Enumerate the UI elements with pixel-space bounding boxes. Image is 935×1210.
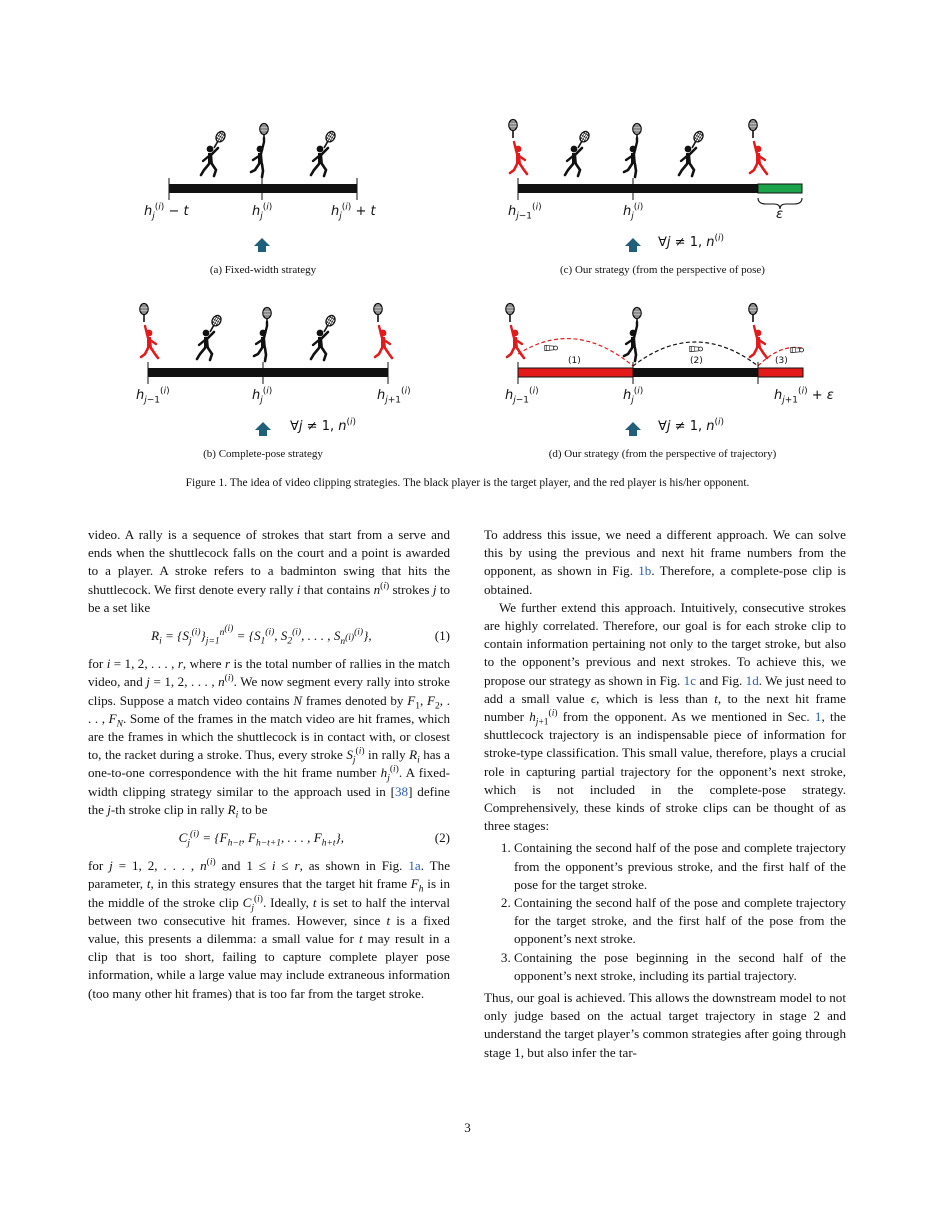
list-item: 2. Containing the second half of the pose and complete trajectory for the target stroke, and the first half of the pose from the opponent’s next stroke. [514,894,846,949]
label-h-j-minus-1: $h_{j-1}^{(i)}$ [505,386,539,406]
shuttlecock-icon [791,347,804,352]
label-epsilon: ε [776,207,784,222]
clip-bar-target [169,184,357,193]
list-item: 1. Containing the second half of the pose and complete trajectory from the opponent’s previous stroke, and the first half of the pose for the target stroke. [514,839,846,894]
shuttlecock-icon [545,345,558,350]
paragraph: for i = 1, 2, . . . , r, where r is the total number of rallies in the match video, and j = 1, 2, . . . , $n^{(i)}$. We now segment every rally into stroke clips. Suppose a match video contains N frames denoted by $F_1$, $F_2$, . . . , $F_N$. Some of the frames in the match video are hit frames, which are the frames in which the shuttlecock is in contact with, or closest to, the racket during a stroke. Thus, every stroke $S_j^{(i)}$ in rally $R_i$ has a one-to-one correspondence with the hit frame number $h_j^{(i)}$. A fixed-width clipping strategy similar to the approach used in [38] define the j-th stroke clip in rally $R_i$ to be [88,656,451,821]
target-arrow-icon [254,238,270,252]
subfigure-b [128,292,418,462]
paragraph: for j = 1, 2, . . . , $n^{(i)}$ and 1 ≤ i ≤ r, as shown in Fig. 1a. The parameter, t, in this strategy ensures that the target hit frame $F_h$ is in the middle of the stroke clip $C_j^{(i)}$. Ideally, t is set to half the interval between two consecutive hit frames. However, since t is a fixed value, this presents a dilemma: a small value for t may result in a clip that is too short, failing to capture complete player pose information, while a large value may include extraneous information (too many other hit frames) that is too far from the target stroke. [88,857,451,1001]
condition-b: ∀j ≠ 1, $n^{(i)}$ [290,417,357,434]
stage-2-label: (2) [690,356,703,366]
right-column [484,526,846,1062]
label-h-j: $h_j^{(i)}$ [252,202,273,222]
target-arrow-icon [625,238,641,252]
label-h-j-plus-t: $h_j^{(i)} + t$ [331,202,376,222]
subfigure-b-diagram [128,292,418,462]
shuttlecock-icon [690,346,703,351]
stage-list [484,839,846,985]
condition-c: ∀j ≠ 1, $n^{(i)}$ [658,233,725,250]
equation-2: $C_j^{(i)} = \{F_{h-t}$, $F_{h-t+1}$, . . . , $F_{h+t}$}, (2) [178,829,450,849]
target-arrow-icon [255,422,271,436]
subfigure-a [128,108,418,278]
subfigure-c [490,108,820,278]
subfigure-a-diagram [128,108,418,278]
subfigure-d [490,292,835,462]
label-h-j-minus-t: $h_j^{(i)} - t$ [144,202,189,222]
label-h-j-minus-1: $h_{j-1}^{(i)}$ [136,386,170,406]
label-h-j: $h_j^{(i)}$ [252,386,273,406]
epsilon-segment [758,184,802,193]
caption-b: (b) Complete-pose strategy [203,448,323,460]
list-item: 3. Containing the pose beginning in the second half of the opponent’s next stroke, including its partial trajectory. [514,949,846,985]
paragraph: Thus, our goal is achieved. This allows the downstream model to not only judge based on the actual target trajectory in stage 2 and understand the target player’s common strategies after going through stage 1, but also infer the tar- [484,990,846,1060]
paragraph: To address this issue, we need a different approach. We can solve this by using the previous and next hit frame numbers from the opponent, as shown in Fig. 1b. Therefore, a complete-pose clip is obtained. [484,527,846,597]
equation-1: $R_i = \{S_j^{(i)}\}_{j=1}^{n^{(i)}} = \{S_1^{(i)}$, $S_2^{(i)}$, . . . , $S_{n^{(i)}}^{(i)}$}, (1) [151,623,450,647]
condition-d: ∀j ≠ 1, $n^{(i)}$ [658,417,725,434]
label-h-j-plus-1-eps: $h_{j+1}^{(i)} + \varepsilon$ [774,386,834,406]
figure-caption: Figure 1. The idea of video clipping strategies. The black player is the target player, and the red player is his/her opponent. [185,477,750,489]
label-h-j-plus-1: $h_{j+1}^{(i)}$ [377,386,411,406]
subfigure-c-diagram [490,108,820,278]
label-h-j: $h_j^{(i)}$ [623,202,644,222]
target-arrow-icon [625,422,641,436]
paragraph: We further extend this approach. Intuitively, consecutive strokes are highly correlated. Therefore, our goal is for each stroke clip to contain information pertaining not only to the target stroke, but also to the opponent’s previous and next strokes. To achieve this, we propose our strategy as shown in Fig. 1c and Fig. 1d. We just need to add a small value ϵ, which is less than t, to the next hit frame number $h_{j+1}^{(i)}$ from the opponent. As we mentioned in Sec. 1, the shuttlecock trajectory is an indispensable piece of information for stroke-type classification. This small value, therefore, plays a crucial role in capturing partial trajectory for the opponent’s next stroke, which is not included in the complete-pose strategy. Comprehensively, these kinds of stroke clips can be thought of as three stages: [484,599,847,834]
stage-1-label: (1) [568,356,581,366]
caption-d: (d) Our strategy (from the perspective of trajectory) [548,448,777,460]
label-h-j-minus-1: $h_{j-1}^{(i)}$ [508,202,542,222]
caption-c: (c) Our strategy (from the perspective of pose) [560,264,765,276]
paragraph: video. A rally is a sequence of strokes that start from a serve and ends when the shuttlecock falls on the court and a point is awarded to a player. A stroke refers to a badminton swing that hits the shuttlecock. We first denote every rally i that contains $n^{(i)}$ strokes j to be a set like [88,527,450,615]
label-h-j: $h_j^{(i)}$ [623,386,644,406]
page-number: 3 [464,1120,471,1135]
stage-3-label: (3) [775,356,788,366]
left-column [88,526,450,1003]
caption-a: (a) Fixed-width strategy [209,264,317,276]
subfigure-d-diagram [490,292,835,462]
